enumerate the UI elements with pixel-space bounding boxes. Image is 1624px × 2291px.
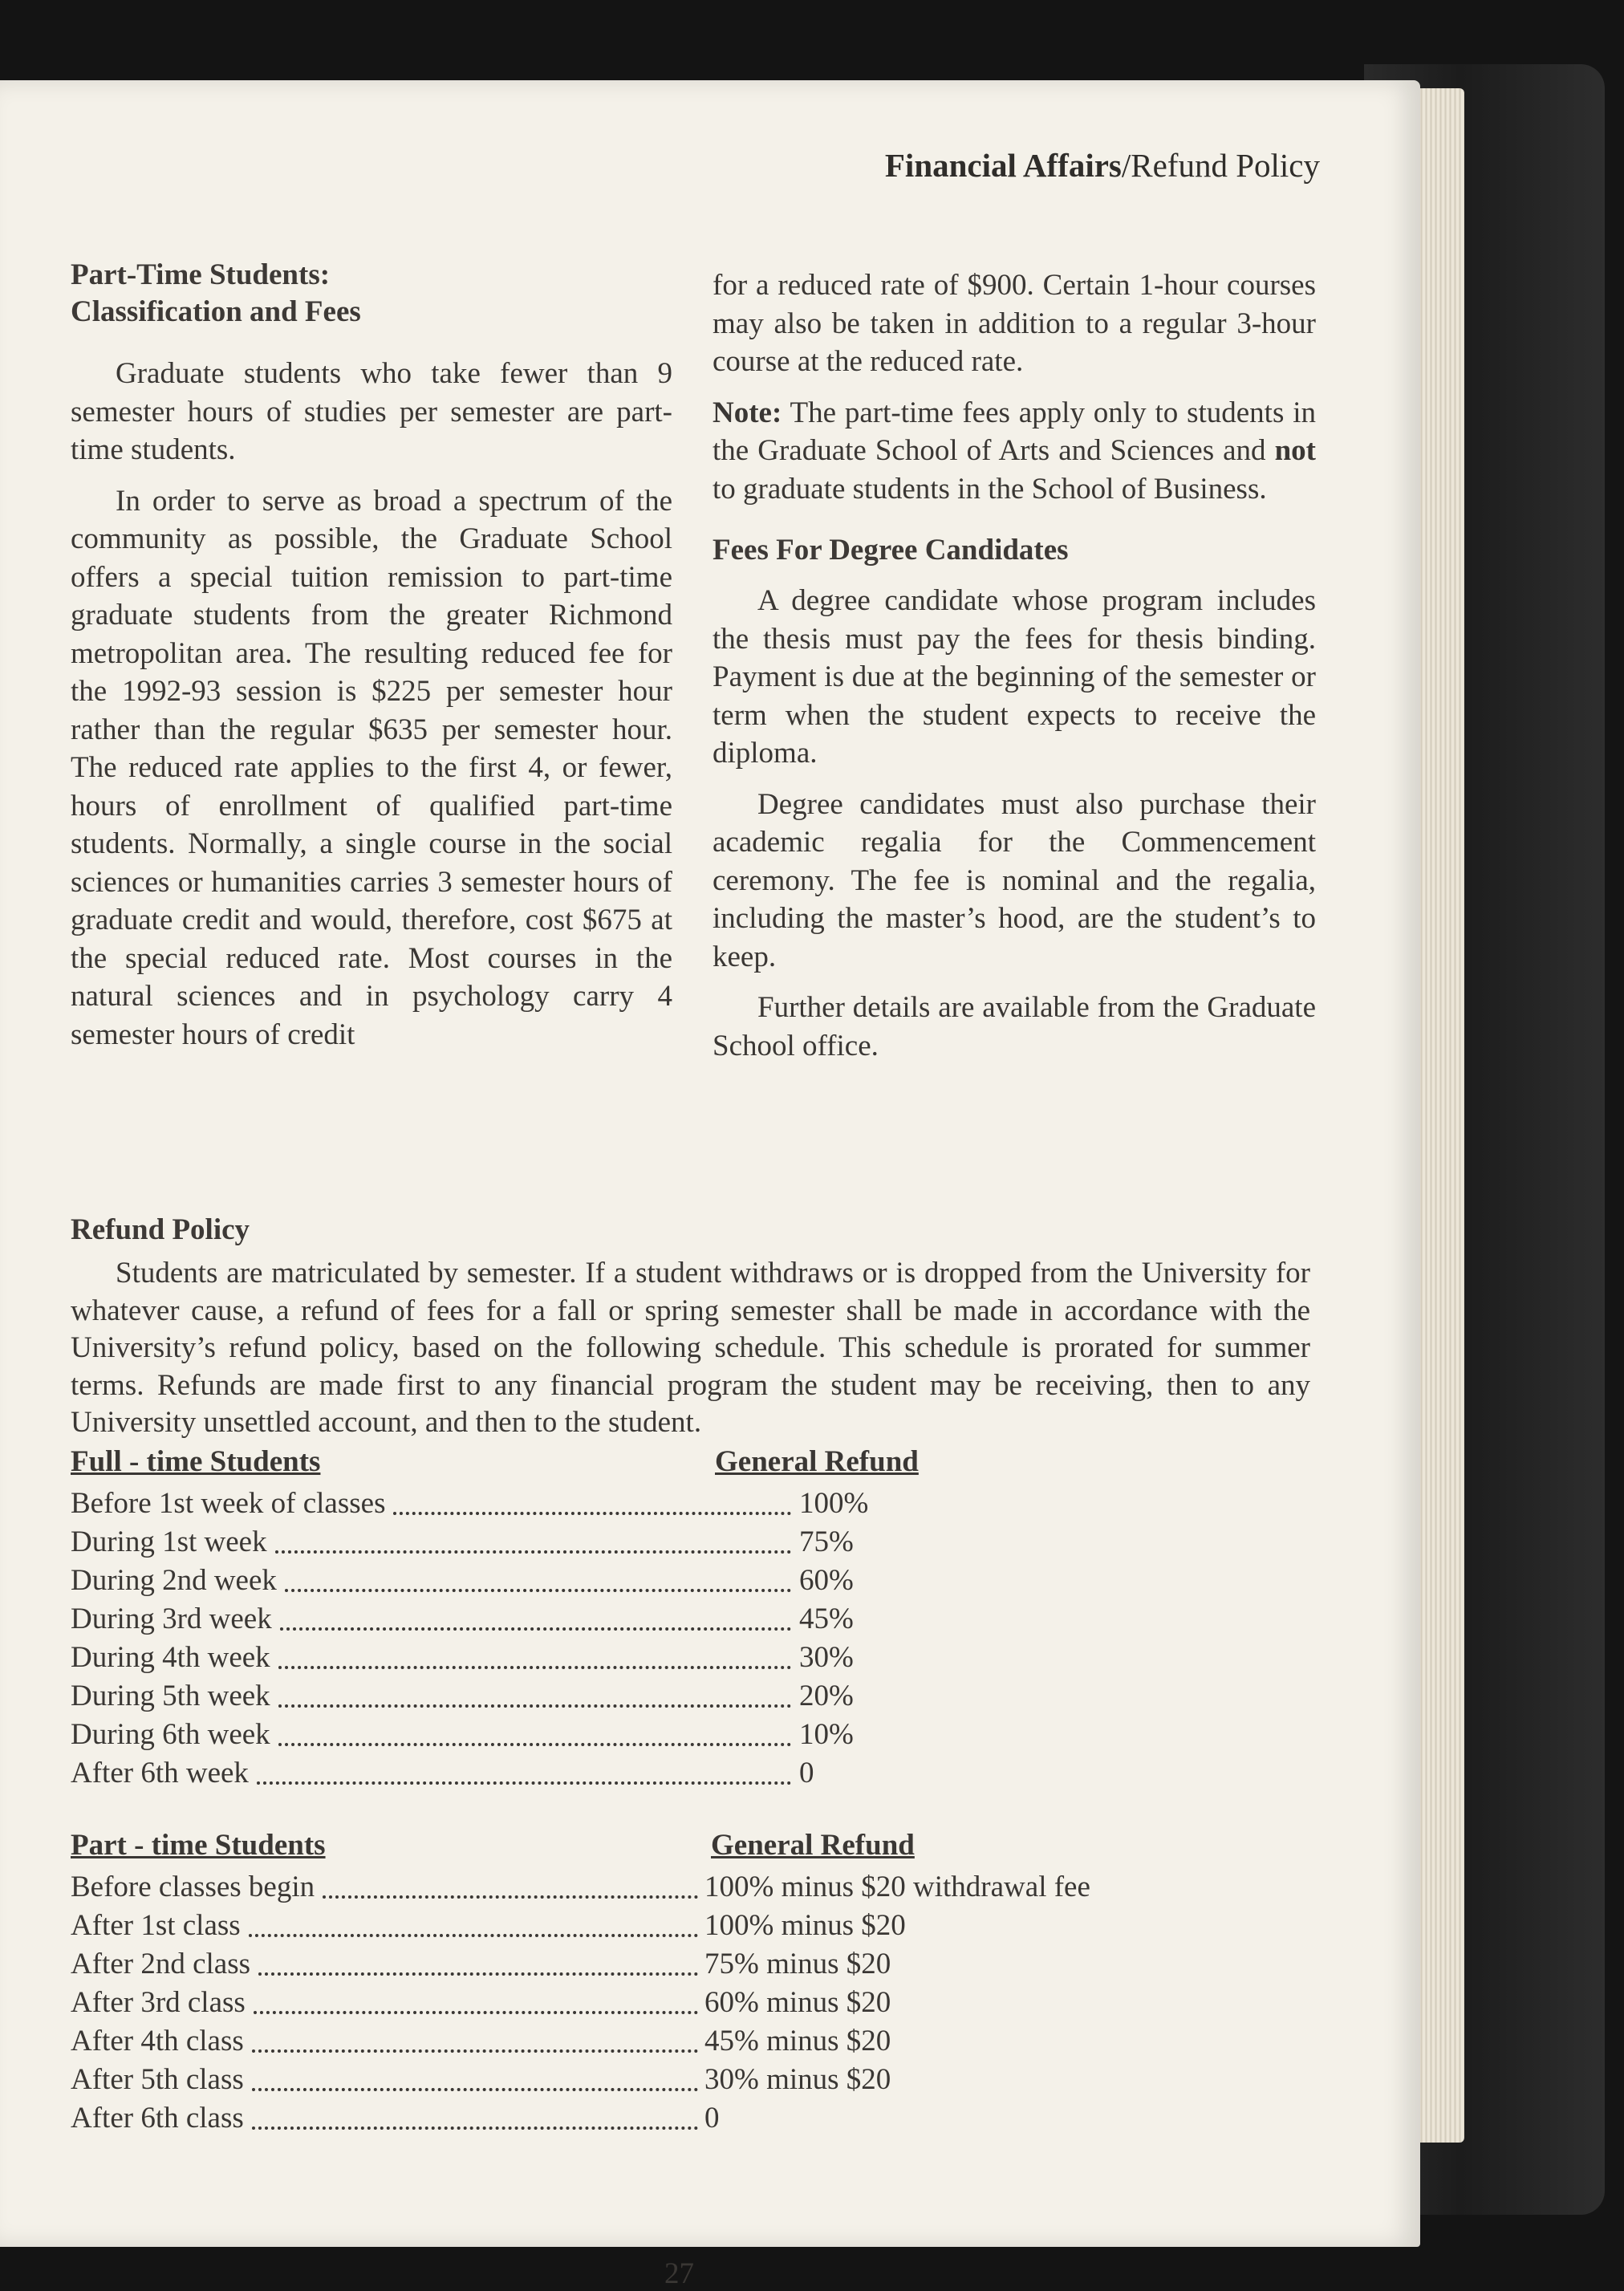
dot-leader <box>249 1931 698 1937</box>
dot-leader <box>280 1624 791 1631</box>
part-time-definition-paragraph: Graduate students who take fewer than 9 semester hours of studies per semester are part-time students. <box>71 357 672 466</box>
dot-leader <box>252 2123 698 2130</box>
schedule-row-value: 60% minus $20 <box>704 1986 891 2019</box>
dot-leader <box>285 1586 791 1592</box>
dot-leader <box>278 1701 791 1708</box>
schedule-row-value: 20% <box>799 1680 854 1712</box>
running-head-subsection: Refund Policy <box>1131 147 1320 184</box>
dot-leader <box>275 1547 791 1554</box>
schedule-row-label: After 6th week <box>71 1757 249 1789</box>
running-head-section: Financial Affairs <box>884 147 1122 184</box>
dot-leader <box>252 2046 698 2053</box>
dot-leader <box>252 2085 698 2091</box>
schedule-row-value: 0 <box>704 2102 720 2135</box>
dot-leader <box>257 1778 791 1785</box>
part-time-schedule-heading: Part - time Students <box>71 1829 326 1862</box>
schedule-row-label: After 2nd class <box>71 1948 250 1980</box>
schedule-row-value: 0 <box>799 1757 814 1789</box>
schedule-row-value: 100% minus $20 <box>704 1909 906 1942</box>
dot-leader <box>278 1663 791 1669</box>
running-head <box>885 146 1320 185</box>
schedule-row-value: 30% <box>799 1641 854 1674</box>
refund-policy-paragraph: Students are matriculated by semester. If a student withdraws or is dropped from the University for whatever cause, a refund of fees for a fall or spring semester shall be made in accordance with the University’s refund policy, based on the following schedule. This schedule is prorated for summer terms. Refunds are made first to any financial program the student may be receiving, then to any University unsettled account, and then to the student. <box>71 1257 1310 1439</box>
running-head-separator: / <box>1121 147 1131 184</box>
schedule-row-value: 75% <box>799 1525 854 1558</box>
refund-policy-heading: Refund Policy <box>71 1213 250 1246</box>
schedule-row-label: Before 1st week of classes <box>71 1487 386 1520</box>
part-time-heading <box>71 257 672 331</box>
thesis-binding-paragraph: A degree candidate whose program includes the thesis must pay the fees for thesis binding. Payment is due at the beginning of the semester or term when the student expects to receive the diploma. <box>713 584 1316 770</box>
left-column <box>71 257 672 1054</box>
schedule-row-value: 100% <box>799 1487 869 1520</box>
dot-leader <box>393 1509 791 1515</box>
book-page <box>0 80 1420 2290</box>
schedule-row-label: During 3rd week <box>71 1602 272 1635</box>
regalia-paragraph: Degree candidates must also purchase their academic regalia for the Commencement ceremony. The fee is nominal and the regalia, including the master’s hood, are the student’s to keep. <box>713 787 1316 973</box>
schedule-row-label: After 3rd class <box>71 1986 246 2019</box>
note-paragraph <box>713 394 1316 509</box>
schedule-row-label: Before classes begin <box>71 1871 315 1903</box>
note-bold-not: not <box>1274 434 1316 467</box>
note-text-2: to graduate students in the School of Business. <box>713 472 1267 506</box>
schedule-row-value: 45% <box>799 1602 854 1635</box>
schedule-row-value: 75% minus $20 <box>704 1948 891 1980</box>
full-time-heading: Full - time Students <box>71 1445 321 1478</box>
further-details-paragraph: Further details are available from the Graduate School office. <box>713 991 1316 1062</box>
schedule-row-label: After 5th class <box>71 2063 244 2096</box>
note-label: Note: <box>713 396 782 429</box>
schedule-row-label: After 4th class <box>71 2025 244 2057</box>
full-time-refund-heading: General Refund <box>715 1445 919 1478</box>
dot-leader <box>323 1892 698 1899</box>
page-number: 27 <box>664 2257 694 2290</box>
part-time-heading-line1: Part-Time Students: <box>71 258 331 291</box>
schedule-row-value: 100% minus $20 withdrawal fee <box>704 1871 1090 1903</box>
refund-policy-section <box>71 1212 1310 1442</box>
schedule-row-label: During 5th week <box>71 1680 270 1712</box>
schedule-row-label: During 6th week <box>71 1718 270 1751</box>
degree-candidates-heading: Fees For Degree Candidates <box>713 534 1069 567</box>
schedule-row-label: During 2nd week <box>71 1564 277 1597</box>
tuition-remission-paragraph: In order to serve as broad a spectrum of the community as possible, the Graduate School offers a special tuition remission to part-time graduate students from the greater Richmond metropolitan area. The resulting reduced fee for the 1992-93 session is $225 per semester hour rather than the regular $635 per semester hour. The reduced rate applies to the first 4, or fewer, hours of enrollment of qualified part-time students. Normally, a single course in the social sciences or humanities carries 3 semester hours of graduate credit and would, therefore, cost $675 at the special reduced rate. Most courses in the natural sciences and in psychology carry 4 semester hours of credit <box>71 484 672 1051</box>
dot-leader <box>254 2008 698 2014</box>
schedule-row-label: During 4th week <box>71 1641 270 1674</box>
schedule-row-label: After 1st class <box>71 1909 241 1942</box>
schedule-row-value: 30% minus $20 <box>704 2063 891 2096</box>
note-text-1: The part-time fees apply only to students in the Graduate School of Arts and Sciences and <box>713 396 1316 467</box>
part-time-refund-heading: General Refund <box>711 1829 915 1862</box>
dot-leader <box>278 1740 791 1746</box>
reduced-rate-continued-paragraph: for a reduced rate of $900. Certain 1-hour courses may also be taken in addition to a regular 3-hour course at the reduced rate. <box>713 269 1316 378</box>
dot-leader <box>258 1969 698 1976</box>
schedule-row-value: 60% <box>799 1564 854 1597</box>
schedule-row-value: 10% <box>799 1718 854 1751</box>
schedule-row-value: 45% minus $20 <box>704 2025 891 2057</box>
schedule-row-label: During 1st week <box>71 1525 267 1558</box>
part-time-heading-line2: Classification and Fees <box>71 295 361 328</box>
schedule-row-label: After 6th class <box>71 2102 244 2135</box>
right-column <box>713 266 1316 1065</box>
